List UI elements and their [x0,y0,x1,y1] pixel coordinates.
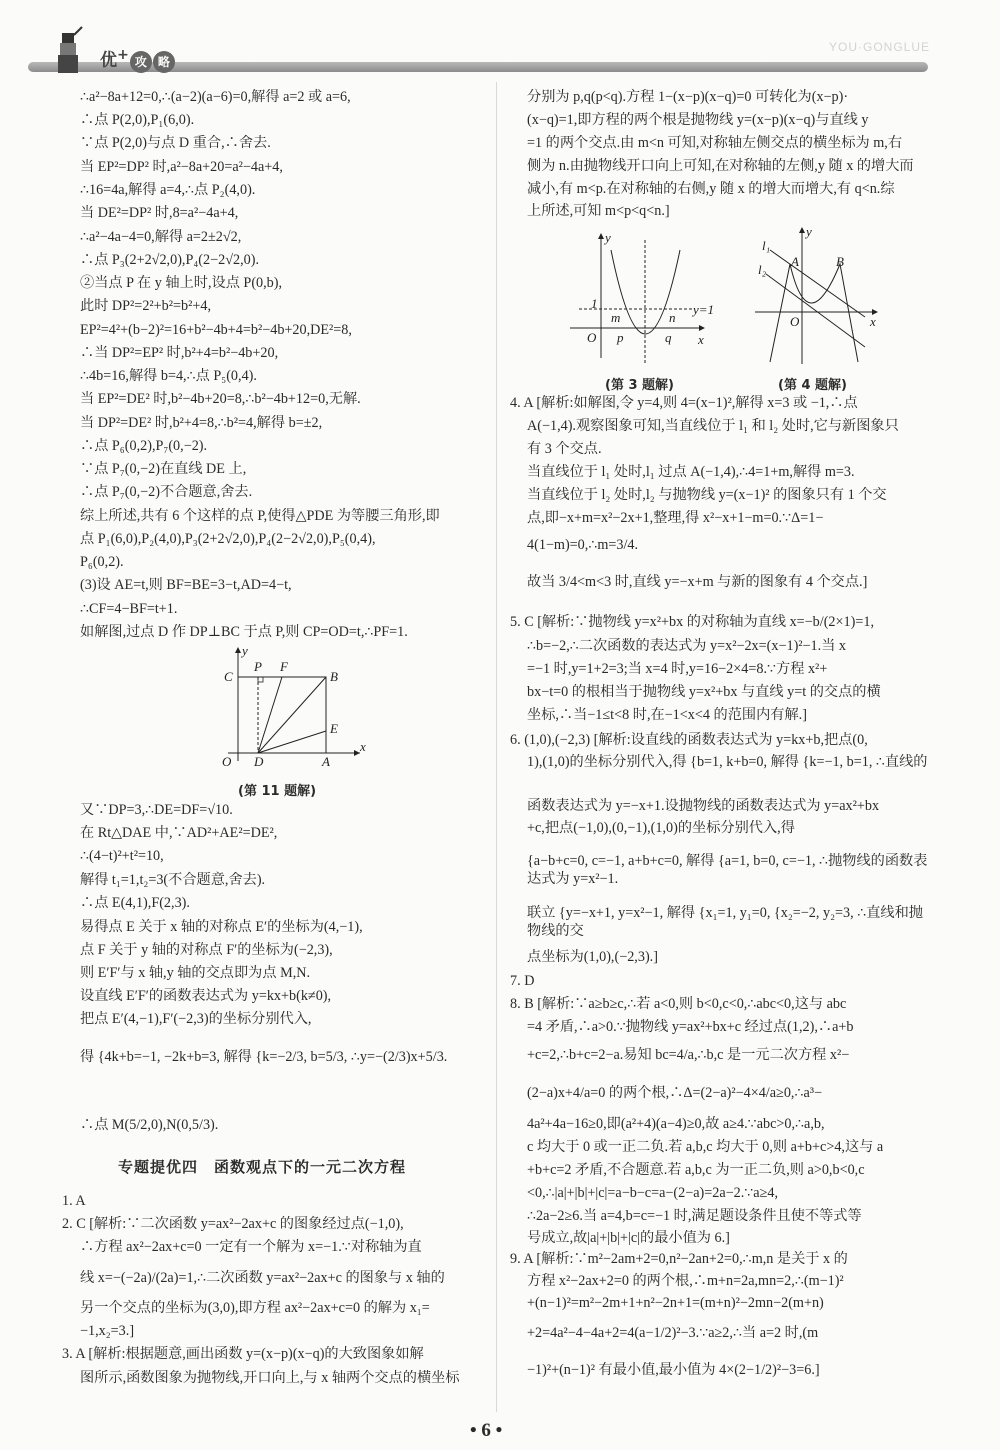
label-y-1: y=1 [693,302,715,317]
logo-circle-1: 攻 [130,51,152,73]
answer-3-line: 侧为 n.由抛物线开口向上可知,在对称轴的左侧,y 随 x 的增大而 [527,158,914,174]
text-line: ②当点 P 在 y 轴上时,设点 P(0,b), [80,275,283,291]
answer-8-line: <0,∴|a|+|b|+|c|=a−b−c=a−(2−a)=2a−2.∵a≥4, [527,1185,779,1201]
text-line: ∴点 P₃(2+2√2,0),P₄(2−2√2,0). [80,252,260,268]
answer-3-line: 图所示,函数图象为抛物线,开口向上,与 x 轴两个交点的横坐标 [80,1370,460,1386]
logo-circle-2: 略 [153,51,175,73]
logo-plus: + [117,47,129,63]
answer-3-line: 分别为 p,q(p<q).方程 1−(x−p)(x−q)=0 可转化为(x−p)· [527,89,849,105]
answer-4-line: 故当 3/4<m<3 时,直线 y=−x+m 与新的图象有 4 个交点.] [527,574,868,590]
logo-char: 优 [100,50,117,71]
y-arrow-icon [799,227,805,233]
text-line: ∴点 E(4,1),F(2,3). [80,895,190,911]
answer-4-line: 当直线位于 l₁ 处时,l₁ 过点 A(−1,4),∴4=1+m,解得 m=3. [527,464,855,480]
label-D: D [254,754,264,768]
answer-9-line: +(n−1)²=m²−2m+1+n²−2n+1=(m+n)²−2mn−2(m+n) [527,1295,824,1311]
answer-6-line: {a−b+c=0, c=−1, a+b+c=0, 解得 {a=1, b=0, c=−1, ∴抛物线的函数表达式为 y=x²−1. [527,853,928,887]
label-x: x [870,314,876,329]
figure-3 [565,228,725,368]
answer-3-line: =1 的两个交点.由 m<n 可知,对称轴左侧交点的横坐标为 m,右 [527,135,903,151]
answer-8-line: 号成立,故|a|+|b|+|c|的最小值为 6.] [527,1230,730,1246]
answer-6-line: +c,把点(−1,0),(0,−1),(1,0)的坐标分别代入,得 [527,820,795,836]
answer-8-line: =4 矛盾,∴a>0.∵抛物线 y=ax²+bx+c 经过点(1,2),∴a+b [527,1019,854,1035]
answer-2-line: 线 x=−(−2a)/(2a)=1,∴二次函数 y=ax²−2ax+c 的图象与 x 轴的 [80,1270,445,1286]
mascot-icon [40,25,95,75]
column-divider [496,82,497,1412]
label-x: x [360,739,366,754]
label-B: B [836,254,844,269]
label-O: O [222,754,232,768]
answer-8-line: ∴2a−2≥6.当 a=4,b=c=−1 时,满足题设条件且使不等式等 [527,1208,862,1224]
label-O: O [587,330,597,345]
section-heading: 专题提优四 函数观点下的一元二次方程 [118,1158,407,1176]
answer-4-line: 当直线位于 l₂ 处时,l₂ 与抛物线 y=(x−1)² 的图象只有 1 个交 [527,487,887,503]
text-line: 把点 E′(4,−1),F′(−2,3)的坐标分别代入, [80,1011,312,1027]
answer-4-line: 有 3 个交点. [527,441,602,457]
text-line: 点 F 关于 y 轴的对称点 F′的坐标为(−2,3), [80,942,333,958]
label-y: y [242,643,248,658]
label-E: E [330,721,338,736]
text-line: ∴(4−t)²+t²=10, [80,848,164,864]
text-line: ∴16=4a,解得 a=4,∴点 P₂(4,0). [80,182,256,198]
text-line: ∵点 P(2,0)与点 D 重合,∴舍去. [80,135,271,151]
figure-4-caption: (第 4 题解) [778,378,847,393]
label-y: y [605,230,611,245]
label-F: F [280,659,288,674]
answer-4-line: 点,即−x+m=x²−2x+1,整理,得 x²−x+1−m=0.∵Δ=1− [527,510,824,526]
segment-DF [258,677,282,753]
answer-3-line: 减小,有 m<p.在对称轴的右侧,y 随 x 的增大而增大,有 q<n.综 [527,181,895,197]
answer-2-line: ∴方程 ax²−2ax+c=0 一定有一个解为 x=−1.∵对称轴为直 [80,1239,422,1255]
answer-4-line: 4(1−m)=0,∴m=3/4. [527,537,639,553]
label-l1: l₁ [762,238,771,253]
text-line: ∴CF=4−BF=t+1. [80,601,178,617]
answer-5-line: =−1 时,y=1+2=3;当 x=4 时,y=16−2×4=8.∵方程 x²+ [527,661,828,677]
text-line: 则 E′F′与 x 轴,y 轴的交点即为点 M,N. [80,965,311,981]
text-line: ∴a²−4a−4=0,解得 a=2±2√2, [80,229,242,245]
answer-4-line: 4. A [解析:如解图,令 y=4,则 4=(x−1)²,解得 x=3 或 −1,∴点 [510,395,858,411]
text-line: 设直线 E′F′的函数表达式为 y=kx+b(k≠0), [80,988,332,1004]
text-line: 点 P₁(6,0),P₂(4,0),P₃(2+2√2,0),P₄(2−2√2,0),P₅(0,4), [80,531,376,547]
answer-1: 1. A [62,1193,86,1209]
text-line: 此时 DP²=2²+b²=b²+4, [80,298,211,314]
answer-8-line: +c=2,∴b+c=2−a.易知 bc=4/a,∴b,c 是一元二次方程 x²− [527,1047,850,1063]
answer-2-line: −1,x₂=3.] [80,1323,135,1339]
y-arrow-icon [235,647,241,653]
text-line: 综上所述,共有 6 个这样的点 P,使得△PDE 为等腰三角形,即 [80,508,440,524]
answer-8-line: 4a²+4a−16≥0,即(a²+4)(a−4)≥0,故 a≥4.∵abc>0,∴a,b, [527,1116,825,1132]
equation-system-line: 得 {4k+b=−1, −2k+b=3, 解得 {k=−2/3, b=5/3, ∴y=−(2/3)x+5/3. [80,1049,448,1065]
label-P: P [254,659,262,674]
answer-4-line: A(−1,4).观察图象可知,当直线位于 l₁ 和 l₂ 处时,它与新图象只 [527,418,899,434]
text-line: ∵点 P₇(0,−2)在直线 DE 上, [80,461,247,477]
answer-9-line: 方程 x²−2ax+2=0 的两个根,∴m+n=2a,mn=2,∴(m−1)² [527,1273,844,1289]
figure-11 [210,643,370,768]
text-line: ∴点 P₇(0,−2)不合题意,舍去. [80,484,253,500]
answer-8-line: 8. B [解析:∵a≥b≥c,∴若 a<0,则 b<0,c<0,∴abc<0,这与 abc [510,996,847,1012]
logo-text [100,44,175,73]
label-n: n [669,310,676,325]
label-A: A [791,254,799,269]
x-arrow-icon [699,325,705,331]
text-line: 当 EP²=DP² 时,a²−8a+20=a²−4a+4, [80,159,283,175]
figure-4 [750,222,885,367]
text-line: P₆(0,2). [80,554,124,570]
text-line: 如解图,过点 D 作 DP⊥BC 于点 P,则 CP=OD=t,∴PF=1. [80,624,408,640]
right-angle-mark [258,677,263,682]
text-line: 解得 t₁=1,t₂=3(不合题意,舍去). [80,872,266,888]
answer-2-line: 2. C [解析:∵二次函数 y=ax²−2ax+c 的图象经过点(−1,0), [62,1216,404,1232]
answer-6-line: 6. (1,0),(−2,3) [解析:设直线的函数表达式为 y=kx+b,把点(0, [510,732,868,748]
answer-9-line: +2=4a²−4−4a+2=4(a−1/2)²−3.∵a≥2,∴当 a=2 时,(m [527,1325,819,1341]
answer-6-line: 函数表达式为 y=−x+1.设抛物线的函数表达式为 y=ax²+bx [527,798,880,814]
label-B: B [330,669,338,684]
answer-3-line: (x−q)=1,即方程的两个根是抛物线 y=(x−p)(x−q)与直线 y [527,112,869,128]
answer-7: 7. D [510,973,535,989]
label-O: O [790,314,800,329]
text-line: ∴当 DP²=EP² 时,b²+4=b²−4b+20, [80,345,279,361]
answer-8-line: +b+c=2 矛盾,不合题意.若 a,b,c 为一正二负,则 a>0,b<0,c [527,1162,865,1178]
text-line: 当 DE²=DP² 时,8=a²−4a+4, [80,205,239,221]
text-line: ∴4b=16,解得 b=4,∴点 P₅(0,4). [80,368,257,384]
answer-5-line: 坐标,∴当−1≤t<8 时,在−1<x<4 的范围内有解.] [527,707,807,723]
answer-9-line: −1)²+(n−1)² 有最小值,最小值为 4×(2−1/2)²−3=6.] [527,1362,820,1378]
label-1: 1 [591,296,598,311]
text-line: ∴a²−8a+12=0,∴(a−2)(a−6)=0,解得 a=2 或 a=6, [80,89,351,105]
answer-5-line: bx−t=0 的根相当于抛物线 y=x²+bx 与直线 y=t 的交点的横 [527,684,881,700]
answer-5-line: ∴b=−2,∴二次函数的表达式为 y=x²−2x=(x−1)²−1.当 x [527,638,847,654]
label-q: q [665,330,672,345]
logo [40,25,95,75]
rectangle-OABC [238,677,326,753]
y-arrow-icon [598,233,604,239]
answer-8-line: c 均大于 0 或一正二负.若 a,b,c 均大于 0,则 a+b+c>4,这与 a [527,1139,884,1155]
label-y: y [806,224,812,239]
answer-2-line: 另一个交点的坐标为(3,0),即方程 ax²−2ax+c=0 的解为 x₁= [80,1300,430,1316]
answer-6-line: 点坐标为(1,0),(−2,3).] [527,949,658,965]
text-line: ∴点 P(2,0),P₁(6,0). [80,112,195,128]
text-line: (3)设 AE=t,则 BF=BE=3−t,AD=4−t, [80,577,292,593]
new-graph-curve [770,264,858,362]
answer-3-line: 3. A [解析:根据题意,画出函数 y=(x−p)(x−q)的大致图象如解 [62,1346,424,1362]
brand-text: YOU·GONGLUE [828,40,930,54]
label-A: A [322,754,330,768]
answer-6-line: 1),(1,0)的坐标分别代入,得 {b=1, k+b=0, 解得 {k=−1, b=1, ∴直线的 [527,754,928,770]
text-line: ∴点 P₆(0,2),P₇(0,−2). [80,438,208,454]
text-line: 当 DP²=DE² 时,b²+4=8,∴b²=4,解得 b=±2, [80,415,323,431]
label-m: m [611,310,621,325]
answer-3-line: 上所述,可知 m<p<q<n.] [527,203,670,219]
answer-6-line: 联立 {y=−x+1, y=x²−1, 解得 {x₁=1, y₁=0, {x₂=−2, y₂=3, ∴直线和抛物线的交 [527,905,923,939]
answer-5-line: 5. C [解析:∵抛物线 y=x²+bx 的对称轴为直线 x=−b/(2×1)=1, [510,614,874,630]
page-number: • 6 • [470,1420,503,1441]
figure-11-caption: (第 11 题解) [238,784,317,799]
label-C: C [224,669,233,684]
text-line: 又∵DP=3,∴DE=DF=√10. [80,802,233,818]
text-line: 易得点 E 关于 x 轴的对称点 E′的坐标为(4,−1), [80,919,363,935]
line-l1 [770,250,865,317]
answer-8-line: (2−a)x+4/a=0 的两个根,∴Δ=(2−a)²−4×4/a≥0,∴a³− [527,1085,823,1101]
text-line: 当 EP²=DE² 时,b²−4b+20=8,∴b²−4b+12=0,无解. [80,391,361,407]
label-p: p [617,330,624,345]
text-line: EP²=4²+(b−2)²=16+b²−4b+4=b²−4b+20,DE²=8, [80,322,352,338]
label-l2: l₂ [758,262,767,277]
answer-9-line: 9. A [解析:∵m²−2am+2=0,n²−2an+2=0,∴m,n 是关于 x 的 [510,1251,848,1267]
figure-3-caption: (第 3 题解) [605,378,674,393]
text-line: 在 Rt△DAE 中,∵AD²+AE²=DE², [80,825,278,841]
label-x: x [698,332,704,347]
text-line: ∴点 M(5/2,0),N(0,5/3). [80,1117,219,1133]
